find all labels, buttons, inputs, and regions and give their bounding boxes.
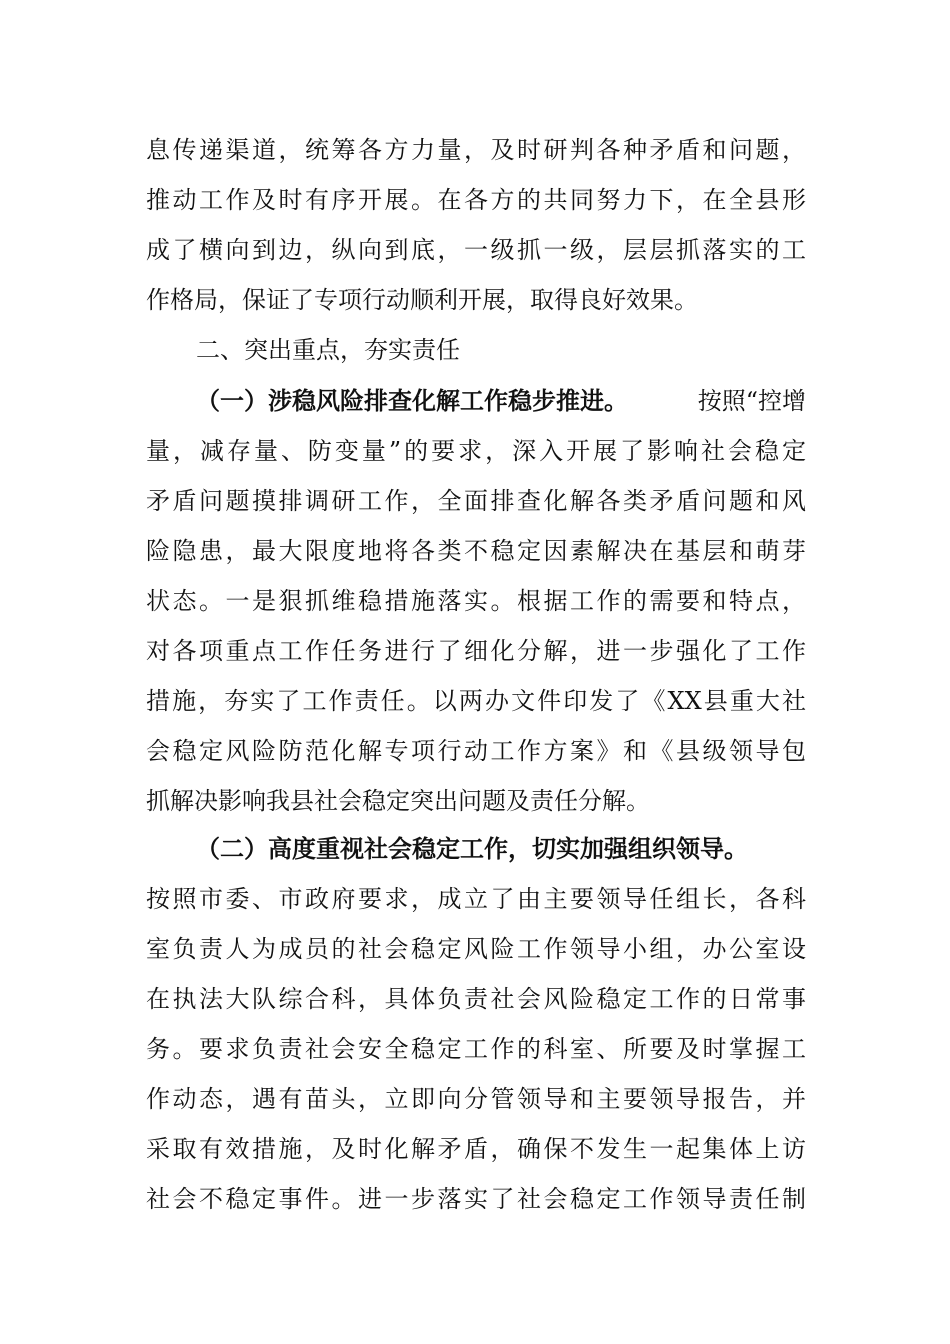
subsection-1-first-line-text: 按照“控增 — [697, 387, 806, 415]
paragraph-1-line-2: 推动工作及时有序开展。在各方的共同努力下，在全县形 — [146, 186, 806, 214]
subsection-2-line-3: 室负责人为成员的社会稳定风险工作领导小组，办公室设 — [146, 935, 806, 963]
subsection-2-heading: （二）高度重视社会稳定工作，切实加强组织领导。 — [196, 834, 748, 863]
subsection-1-line-5: 状态。一是狠抓维稳措施落实。根据工作的需要和特点， — [146, 587, 806, 615]
subsection-1-first-line — [196, 376, 806, 426]
subsection-2-line-5: 务。要求负责社会安全稳定工作的科室、所要及时掌握工 — [146, 1035, 806, 1063]
section-heading: 二、突出重点，夯实责任 — [196, 336, 460, 364]
subsection-1-line-4: 险隐患，最大限度地将各类不稳定因素解决在基层和萌芽 — [146, 537, 806, 565]
subsection-2-line-7: 采取有效措施，及时化解矛盾，确保不发生一起集体上访 — [146, 1135, 806, 1163]
subsection-2-line-8: 社会不稳定事件。进一步落实了社会稳定工作领导责任制 — [146, 1185, 806, 1213]
paragraph-1-line-4: 作格局，保证了专项行动顺利开展，取得良好效果。 — [146, 286, 698, 314]
subsection-2-line-2: 按照市委、市政府要求，成立了由主要领导任组长，各科 — [146, 885, 806, 913]
subsection-2-line-6: 作动态，遇有苗头，立即向分管领导和主要领导报告，并 — [146, 1085, 806, 1113]
paragraph-1-line-1: 息传递渠道，统筹各方力量，及时研判各种矛盾和问题， — [146, 136, 806, 164]
subsection-1-line-3: 矛盾问题摸排调研工作，全面排查化解各类矛盾问题和风 — [146, 487, 806, 515]
subsection-1-line-6: 对各项重点工作任务进行了细化分解，进一步强化了工作 — [146, 637, 806, 665]
subsection-1-line-7: 措施，夯实了工作责任。以两办文件印发了《XX县重大社 — [146, 687, 806, 715]
subsection-2-line-4: 在执法大队综合科，具体负责社会风险稳定工作的日常事 — [146, 985, 806, 1013]
paragraph-1-line-3: 成了横向到边，纵向到底，一级抓一级，层层抓落实的工 — [146, 236, 806, 264]
subsection-1-line-8: 会稳定风险防范化解专项行动工作方案》和《县级领导包 — [146, 737, 806, 765]
subsection-1-heading: （一）涉稳风险排查化解工作稳步推进。 — [196, 386, 628, 415]
subsection-1-line-2: 量，减存量、防变量”的要求，深入开展了影响社会稳定 — [146, 437, 806, 465]
subsection-1-line-9: 抓解决影响我县社会稳定突出问题及责任分解。 — [146, 787, 650, 815]
